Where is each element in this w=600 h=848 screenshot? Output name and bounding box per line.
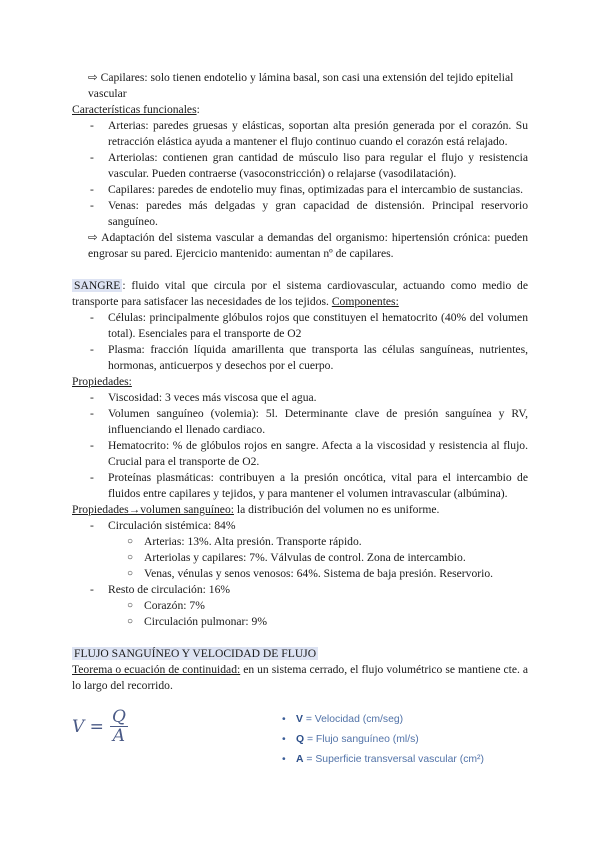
volumen-text: la distribución del volumen no es uniforme. — [233, 503, 440, 516]
sangre-title: SANGRE — [74, 279, 121, 292]
list-item: - Resto de circulación: 16% — [72, 582, 528, 598]
teorema-label: Teorema o ecuación de continuidad: — [72, 663, 241, 676]
legend-text: = Velocidad (cm/seg) — [302, 714, 404, 726]
formula-numerator: Q — [111, 707, 126, 727]
list-item: - Células: principalmente glóbulos rojos que constituyen el hematocrito (40% del volumen total). Esenciales para el transporte de O2 — [72, 310, 528, 342]
sangre-intro-text: : fluido vital que circula por el sistema cardiovascular, actuando como medio de transporte para satisfacer las necesidades de los tejidos. — [72, 279, 528, 308]
volumen-label: Propiedades→volumen sanguíneo: — [72, 503, 234, 516]
legend-symbol: V — [296, 714, 303, 726]
list-item: - Capilares: paredes de endotelio muy finas, optimizadas para el intercambio de sustancias. — [72, 182, 528, 198]
capilares-note: ⇨ Capilares: solo tienen endotelio y lámina basal, son casi una extensión del tejido epitelial vascular — [88, 71, 514, 100]
list-item: ○ Venas, vénulas y senos venosos: 64%. Sistema de baja presión. Reservorio. — [72, 566, 528, 582]
list-item: - Arteriolas: contienen gran cantidad de músculo liso para regular el flujo y resistencia vascular. Pueden contraerse (vasoconstricción) o relajarse (vasodilatación). — [72, 150, 528, 182]
formula-denominator: A — [112, 726, 126, 746]
list-item: - Hematocrito: % de glóbulos rojos en sangre. Afecta a la viscosidad y resistencia al flujo. Crucial para el transporte de O2. — [72, 438, 528, 470]
list-item: - Proteínas plasmáticas: contribuyen a la presión oncótica, vital para el intercambio de fluidos entre capilares y tejidos, y para mantener el volumen intravascular (albúmina). — [72, 470, 528, 502]
legend-symbol: A — [296, 754, 304, 766]
legend-text: = Superficie transversal vascular (cm²) — [303, 754, 484, 766]
funcionales-list — [72, 118, 528, 230]
flujo-title: FLUJO SANGUÍNEO Y VELOCIDAD DE FLUJO — [74, 647, 317, 660]
volumen-line — [72, 502, 528, 518]
formula-lhs: V = — [72, 716, 104, 737]
spacer — [72, 630, 528, 646]
legend-item — [282, 730, 484, 750]
formula-legend — [242, 710, 484, 770]
legend-text: = Flujo sanguíneo (ml/s) — [304, 734, 419, 746]
funcionales-heading-line — [72, 102, 528, 118]
sangre-intro — [72, 278, 528, 310]
teorema-text: en un sistema cerrado, el flujo volumétrico se mantiene cte. a lo largo del recorrido. — [72, 663, 528, 692]
list-item: - Volumen sanguíneo (volemia): 5l. Determinante clave de presión sanguínea y RV, influenciando el llenado cardiaco. — [72, 406, 528, 438]
list-item: - Plasma: fracción líquida amarillenta que transporta las células sanguíneas, nutrientes, hormonas, anticuerpos y desechos por el cuerpo. — [72, 342, 528, 374]
sistemica-sublist — [72, 534, 528, 582]
teorema-line — [72, 662, 528, 694]
list-item: ○ Corazón: 7% — [72, 598, 528, 614]
list-item: ○ Circulación pulmonar: 9% — [72, 614, 528, 630]
propiedades-list — [72, 390, 528, 502]
funcionales-heading: Características funcionales — [72, 103, 197, 116]
componentes-list — [72, 310, 528, 374]
legend-symbol: Q — [296, 734, 305, 746]
velocity-formula — [72, 708, 128, 745]
legend-item — [282, 750, 484, 770]
funcionales-colon: : — [196, 103, 200, 116]
adaptacion-note: ⇨ Adaptación del sistema vascular a demandas del organismo: hipertensión crónica: pueden engrosar su pared. Ejercicio mantenido: aumentan nº de capilares. — [88, 231, 528, 260]
list-item: - Arterias: paredes gruesas y elásticas, soportan alta presión generada por el corazón. Su retracción elástica ayuda a mantener el flujo continuo cuando el corazón está relajado. — [72, 118, 528, 150]
legend-item — [282, 710, 484, 730]
spacer — [72, 262, 528, 278]
list-item: ○ Arterias: 13%. Alta presión. Transporte rápido. — [72, 534, 528, 550]
resto-sublist — [72, 598, 528, 630]
sistemica-label: Circulación sistémica: 84% — [108, 519, 236, 532]
page-content — [72, 70, 528, 776]
list-item: - Venas: paredes más delgadas y gran capacidad de distensión. Principal reservorio sanguíneo. — [72, 198, 528, 230]
list-item: - Viscosidad: 3 veces más viscosa que el agua. — [72, 390, 528, 406]
propiedades-heading: Propiedades: — [72, 375, 132, 388]
list-item — [72, 518, 528, 534]
formula-area — [72, 700, 528, 776]
list-item: ○ Arteriolas y capilares: 7%. Válvulas de control. Zona de intercambio. — [72, 550, 528, 566]
volumen-list — [72, 518, 528, 534]
componentes-label: Componentes: — [331, 295, 399, 308]
flujo-heading-line — [72, 646, 528, 662]
formula-fraction — [110, 708, 128, 745]
resto-list — [72, 582, 528, 598]
